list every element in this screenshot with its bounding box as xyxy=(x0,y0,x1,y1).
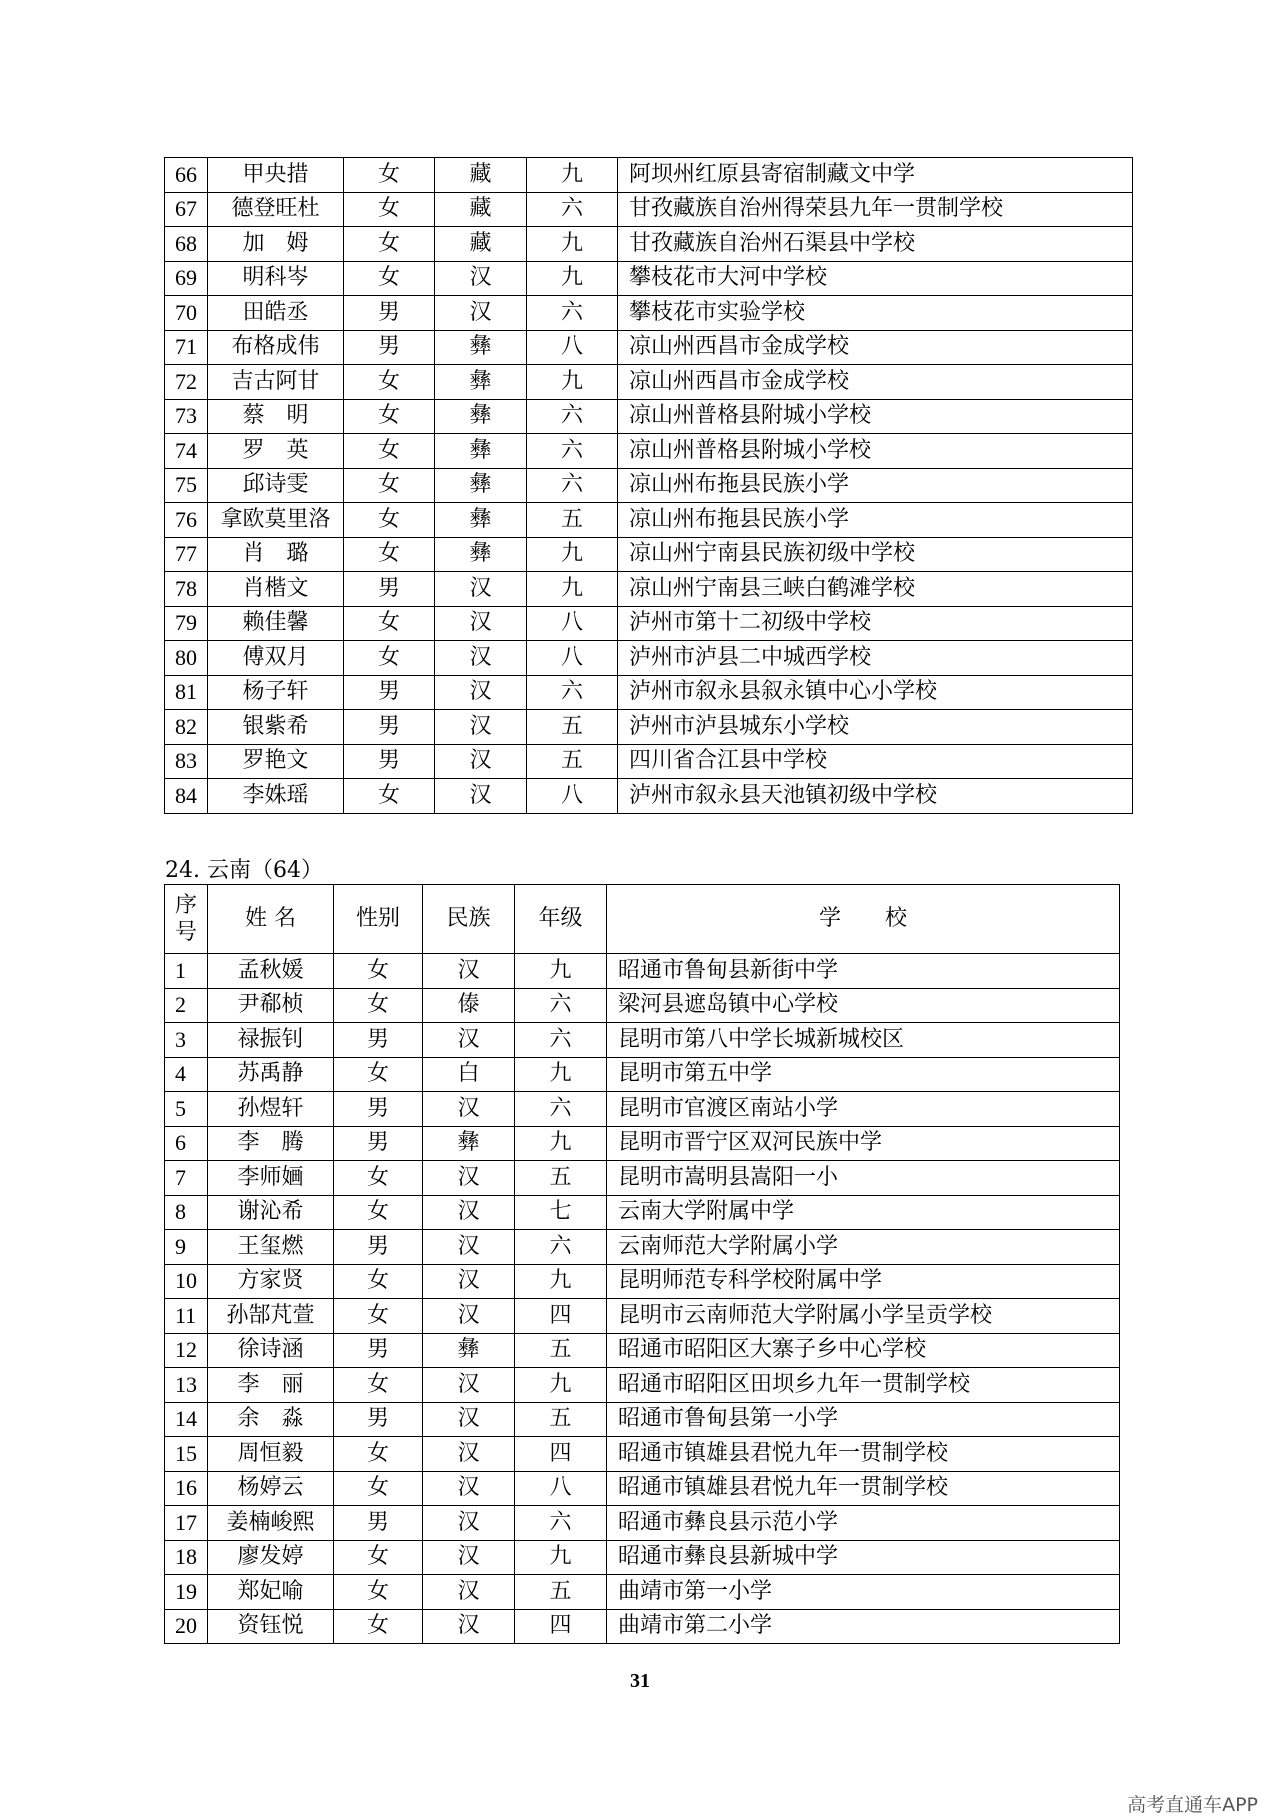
cell-grade: 六 xyxy=(515,1230,607,1265)
cell-ethnicity: 汉 xyxy=(435,779,527,814)
table-row xyxy=(165,434,1133,469)
cell-name: 方家贤 xyxy=(208,1264,334,1299)
cell-school: 凉山州布拖县民族小学 xyxy=(618,503,1133,538)
cell-gender: 男 xyxy=(344,330,435,365)
cell-name: 孙煜轩 xyxy=(208,1092,334,1127)
cell-name: 余 淼 xyxy=(208,1402,334,1437)
cell-seq: 78 xyxy=(165,572,208,607)
cell-name: 赖佳馨 xyxy=(208,606,344,641)
cell-school: 昆明市第五中学 xyxy=(607,1057,1120,1092)
cell-gender: 男 xyxy=(344,675,435,710)
cell-gender: 女 xyxy=(344,434,435,469)
cell-name: 拿欧莫里洛 xyxy=(208,503,344,538)
cell-seq: 15 xyxy=(165,1437,208,1472)
cell-name: 邱诗雯 xyxy=(208,468,344,503)
cell-name: 李 腾 xyxy=(208,1126,334,1161)
cell-school: 阿坝州红原县寄宿制藏文中学 xyxy=(618,158,1133,193)
page-number: 31 xyxy=(630,1670,650,1692)
cell-school: 凉山州宁南县民族初级中学校 xyxy=(618,537,1133,572)
cell-ethnicity: 汉 xyxy=(423,1506,515,1541)
student-table-yunnan xyxy=(164,884,1120,1644)
cell-name: 徐诗涵 xyxy=(208,1333,334,1368)
cell-ethnicity: 傣 xyxy=(423,988,515,1023)
cell-gender: 女 xyxy=(344,227,435,262)
cell-school: 昆明市第八中学长城新城校区 xyxy=(607,1023,1120,1058)
cell-name: 廖发婷 xyxy=(208,1540,334,1575)
cell-gender: 女 xyxy=(344,606,435,641)
cell-gender: 女 xyxy=(334,1437,423,1472)
cell-grade: 六 xyxy=(527,468,618,503)
cell-name: 傅双月 xyxy=(208,641,344,676)
cell-gender: 男 xyxy=(334,1092,423,1127)
cell-seq: 17 xyxy=(165,1506,208,1541)
cell-seq: 76 xyxy=(165,503,208,538)
cell-school: 凉山州西昌市金成学校 xyxy=(618,365,1133,400)
cell-name: 李 丽 xyxy=(208,1368,334,1403)
table-row xyxy=(165,227,1133,262)
table-row xyxy=(165,468,1133,503)
table-row xyxy=(165,1161,1120,1196)
cell-grade: 六 xyxy=(515,1092,607,1127)
cell-seq: 66 xyxy=(165,158,208,193)
cell-seq: 79 xyxy=(165,606,208,641)
table-row xyxy=(165,1609,1120,1644)
table-row xyxy=(165,710,1133,745)
cell-school: 云南师范大学附属小学 xyxy=(607,1230,1120,1265)
cell-ethnicity: 汉 xyxy=(423,1402,515,1437)
cell-gender: 女 xyxy=(344,537,435,572)
cell-school: 昆明市嵩明县嵩阳一小 xyxy=(607,1161,1120,1196)
cell-ethnicity: 汉 xyxy=(423,1368,515,1403)
cell-ethnicity: 汉 xyxy=(423,1609,515,1644)
cell-gender: 女 xyxy=(344,192,435,227)
cell-grade: 九 xyxy=(515,1540,607,1575)
cell-seq: 20 xyxy=(165,1609,208,1644)
cell-gender: 女 xyxy=(344,365,435,400)
cell-ethnicity: 汉 xyxy=(423,1195,515,1230)
table-row xyxy=(165,606,1133,641)
table-row xyxy=(165,641,1133,676)
cell-gender: 女 xyxy=(334,1161,423,1196)
cell-ethnicity: 彝 xyxy=(435,330,527,365)
cell-ethnicity: 汉 xyxy=(435,744,527,779)
cell-grade: 五 xyxy=(515,1161,607,1196)
table-row xyxy=(165,365,1133,400)
cell-name: 杨子轩 xyxy=(208,675,344,710)
table-row xyxy=(165,261,1133,296)
cell-school: 云南大学附属中学 xyxy=(607,1195,1120,1230)
cell-grade: 九 xyxy=(527,572,618,607)
cell-school: 昆明师范专科学校附属中学 xyxy=(607,1264,1120,1299)
cell-seq: 70 xyxy=(165,296,208,331)
table-row xyxy=(165,572,1133,607)
table-row xyxy=(165,1333,1120,1368)
cell-school: 梁河县遮岛镇中心学校 xyxy=(607,988,1120,1023)
cell-grade: 五 xyxy=(527,503,618,538)
cell-ethnicity: 汉 xyxy=(423,1471,515,1506)
cell-grade: 九 xyxy=(515,1368,607,1403)
cell-school: 昭通市鲁甸县新街中学 xyxy=(607,954,1120,989)
watermark: 高考直通车APP xyxy=(1127,1794,1258,1816)
cell-school: 昆明市云南师范大学附属小学呈贡学校 xyxy=(607,1299,1120,1334)
cell-name: 谢沁希 xyxy=(208,1195,334,1230)
cell-grade: 九 xyxy=(527,537,618,572)
table-row xyxy=(165,1195,1120,1230)
cell-school: 甘孜藏族自治州得荣县九年一贯制学校 xyxy=(618,192,1133,227)
cell-seq: 80 xyxy=(165,641,208,676)
cell-seq: 68 xyxy=(165,227,208,262)
cell-grade: 九 xyxy=(515,1264,607,1299)
header-seq xyxy=(165,885,208,954)
cell-name: 吉古阿甘 xyxy=(208,365,344,400)
cell-grade: 八 xyxy=(515,1471,607,1506)
cell-ethnicity: 彝 xyxy=(435,399,527,434)
cell-seq: 11 xyxy=(165,1299,208,1334)
cell-gender: 男 xyxy=(334,1023,423,1058)
table-row xyxy=(165,1368,1120,1403)
cell-gender: 女 xyxy=(334,1609,423,1644)
cell-seq: 2 xyxy=(165,988,208,1023)
cell-grade: 六 xyxy=(515,1023,607,1058)
header-ethnicity: 民族 xyxy=(423,885,515,954)
table-row xyxy=(165,399,1133,434)
cell-name: 李师婳 xyxy=(208,1161,334,1196)
cell-gender: 女 xyxy=(344,503,435,538)
cell-school: 泸州市第十二初级中学校 xyxy=(618,606,1133,641)
cell-ethnicity: 彝 xyxy=(435,537,527,572)
cell-name: 银紫希 xyxy=(208,710,344,745)
cell-seq: 3 xyxy=(165,1023,208,1058)
cell-gender: 女 xyxy=(334,1057,423,1092)
cell-grade: 四 xyxy=(515,1609,607,1644)
cell-seq: 1 xyxy=(165,954,208,989)
cell-grade: 九 xyxy=(527,158,618,193)
table-row xyxy=(165,1057,1120,1092)
cell-ethnicity: 汉 xyxy=(423,1230,515,1265)
header-school: 学 校 xyxy=(607,885,1120,954)
table-row xyxy=(165,1126,1120,1161)
cell-name: 苏禹静 xyxy=(208,1057,334,1092)
cell-gender: 男 xyxy=(344,296,435,331)
cell-name: 杨婷云 xyxy=(208,1471,334,1506)
cell-gender: 男 xyxy=(344,572,435,607)
cell-school: 泸州市泸县城东小学校 xyxy=(618,710,1133,745)
cell-grade: 九 xyxy=(527,365,618,400)
cell-grade: 六 xyxy=(515,988,607,1023)
table-row xyxy=(165,1437,1120,1472)
cell-seq: 13 xyxy=(165,1368,208,1403)
cell-seq: 18 xyxy=(165,1540,208,1575)
cell-gender: 女 xyxy=(344,158,435,193)
cell-seq: 5 xyxy=(165,1092,208,1127)
table-row xyxy=(165,1299,1120,1334)
cell-school: 昭通市镇雄县君悦九年一贯制学校 xyxy=(607,1471,1120,1506)
cell-name: 尹郗桢 xyxy=(208,988,334,1023)
cell-school: 泸州市叙永县叙永镇中心小学校 xyxy=(618,675,1133,710)
cell-grade: 六 xyxy=(527,399,618,434)
cell-grade: 六 xyxy=(515,1506,607,1541)
cell-name: 姜楠峻熙 xyxy=(208,1506,334,1541)
cell-seq: 12 xyxy=(165,1333,208,1368)
cell-gender: 女 xyxy=(334,1264,423,1299)
header-seq-label: 序号 xyxy=(175,892,198,945)
cell-ethnicity: 藏 xyxy=(435,192,527,227)
cell-name: 郑妃喻 xyxy=(208,1575,334,1610)
cell-ethnicity: 汉 xyxy=(423,954,515,989)
cell-gender: 男 xyxy=(344,710,435,745)
cell-name: 田皓丞 xyxy=(208,296,344,331)
table-row xyxy=(165,1023,1120,1058)
cell-ethnicity: 藏 xyxy=(435,227,527,262)
table-row xyxy=(165,1402,1120,1437)
table-row xyxy=(165,1092,1120,1127)
cell-school: 凉山州布拖县民族小学 xyxy=(618,468,1133,503)
cell-grade: 六 xyxy=(527,192,618,227)
cell-gender: 女 xyxy=(344,399,435,434)
cell-grade: 五 xyxy=(527,744,618,779)
cell-school: 凉山州宁南县三峡白鹤滩学校 xyxy=(618,572,1133,607)
cell-school: 凉山州普格县附城小学校 xyxy=(618,434,1133,469)
cell-ethnicity: 汉 xyxy=(435,261,527,296)
table-row xyxy=(165,954,1120,989)
cell-grade: 六 xyxy=(527,675,618,710)
cell-gender: 女 xyxy=(344,261,435,296)
section-title-yunnan: 24. 云南（64） xyxy=(165,858,323,883)
cell-gender: 男 xyxy=(334,1402,423,1437)
cell-school: 凉山州西昌市金成学校 xyxy=(618,330,1133,365)
cell-grade: 九 xyxy=(527,261,618,296)
cell-grade: 九 xyxy=(515,954,607,989)
cell-ethnicity: 彝 xyxy=(435,434,527,469)
cell-seq: 71 xyxy=(165,330,208,365)
cell-school: 攀枝花市大河中学校 xyxy=(618,261,1133,296)
table-row xyxy=(165,1575,1120,1610)
student-table-sichuan xyxy=(164,157,1133,814)
cell-name: 孙郜芃萱 xyxy=(208,1299,334,1334)
cell-school: 昭通市彝良县新城中学 xyxy=(607,1540,1120,1575)
table-row xyxy=(165,988,1120,1023)
cell-seq: 67 xyxy=(165,192,208,227)
cell-seq: 75 xyxy=(165,468,208,503)
cell-ethnicity: 彝 xyxy=(435,503,527,538)
cell-seq: 83 xyxy=(165,744,208,779)
header-grade: 年级 xyxy=(515,885,607,954)
cell-ethnicity: 汉 xyxy=(435,572,527,607)
table-row xyxy=(165,330,1133,365)
cell-name: 肖 璐 xyxy=(208,537,344,572)
cell-ethnicity: 白 xyxy=(423,1057,515,1092)
cell-seq: 81 xyxy=(165,675,208,710)
cell-name: 明科岑 xyxy=(208,261,344,296)
table-row xyxy=(165,537,1133,572)
cell-ethnicity: 彝 xyxy=(435,365,527,400)
cell-name: 德登旺杜 xyxy=(208,192,344,227)
cell-gender: 女 xyxy=(334,1540,423,1575)
cell-gender: 男 xyxy=(344,744,435,779)
cell-ethnicity: 汉 xyxy=(423,1092,515,1127)
cell-ethnicity: 汉 xyxy=(423,1299,515,1334)
cell-ethnicity: 藏 xyxy=(435,158,527,193)
cell-gender: 女 xyxy=(334,988,423,1023)
cell-gender: 女 xyxy=(334,1368,423,1403)
cell-grade: 四 xyxy=(515,1437,607,1472)
table-row xyxy=(165,192,1133,227)
cell-grade: 四 xyxy=(515,1299,607,1334)
cell-seq: 8 xyxy=(165,1195,208,1230)
header-gender: 性别 xyxy=(334,885,423,954)
cell-gender: 女 xyxy=(334,1195,423,1230)
cell-ethnicity: 彝 xyxy=(423,1333,515,1368)
table-row xyxy=(165,1506,1120,1541)
cell-gender: 女 xyxy=(334,1575,423,1610)
cell-gender: 男 xyxy=(334,1230,423,1265)
cell-gender: 男 xyxy=(334,1126,423,1161)
table-row xyxy=(165,779,1133,814)
cell-name: 肖楷文 xyxy=(208,572,344,607)
cell-ethnicity: 汉 xyxy=(423,1575,515,1610)
cell-school: 凉山州普格县附城小学校 xyxy=(618,399,1133,434)
cell-seq: 14 xyxy=(165,1402,208,1437)
cell-gender: 女 xyxy=(334,1299,423,1334)
cell-grade: 七 xyxy=(515,1195,607,1230)
cell-school: 昭通市昭阳区大寨子乡中心学校 xyxy=(607,1333,1120,1368)
cell-name: 资钰悦 xyxy=(208,1609,334,1644)
cell-school: 昭通市鲁甸县第一小学 xyxy=(607,1402,1120,1437)
cell-name: 罗艳文 xyxy=(208,744,344,779)
cell-name: 布格成伟 xyxy=(208,330,344,365)
table-row xyxy=(165,1471,1120,1506)
table-row xyxy=(165,158,1133,193)
cell-seq: 10 xyxy=(165,1264,208,1299)
cell-school: 曲靖市第一小学 xyxy=(607,1575,1120,1610)
cell-grade: 八 xyxy=(527,779,618,814)
cell-grade: 九 xyxy=(515,1126,607,1161)
header-name: 姓 名 xyxy=(208,885,334,954)
cell-school: 曲靖市第二小学 xyxy=(607,1609,1120,1644)
cell-ethnicity: 汉 xyxy=(423,1437,515,1472)
cell-grade: 六 xyxy=(527,296,618,331)
cell-name: 李姝瑶 xyxy=(208,779,344,814)
cell-ethnicity: 汉 xyxy=(435,641,527,676)
cell-name: 禄振钊 xyxy=(208,1023,334,1058)
cell-name: 周恒毅 xyxy=(208,1437,334,1472)
cell-ethnicity: 汉 xyxy=(435,710,527,745)
cell-school: 昆明市官渡区南站小学 xyxy=(607,1092,1120,1127)
cell-school: 昭通市昭阳区田坝乡九年一贯制学校 xyxy=(607,1368,1120,1403)
table-header-row xyxy=(165,885,1120,954)
cell-grade: 五 xyxy=(515,1402,607,1437)
cell-school: 泸州市叙永县天池镇初级中学校 xyxy=(618,779,1133,814)
cell-ethnicity: 彝 xyxy=(435,468,527,503)
cell-grade: 五 xyxy=(527,710,618,745)
cell-school: 四川省合江县中学校 xyxy=(618,744,1133,779)
cell-name: 罗 英 xyxy=(208,434,344,469)
cell-gender: 男 xyxy=(334,1333,423,1368)
cell-seq: 9 xyxy=(165,1230,208,1265)
cell-seq: 7 xyxy=(165,1161,208,1196)
cell-school: 昭通市镇雄县君悦九年一贯制学校 xyxy=(607,1437,1120,1472)
cell-grade: 九 xyxy=(527,227,618,262)
cell-grade: 八 xyxy=(527,606,618,641)
cell-gender: 男 xyxy=(334,1506,423,1541)
cell-seq: 69 xyxy=(165,261,208,296)
cell-grade: 五 xyxy=(515,1333,607,1368)
cell-school: 泸州市泸县二中城西学校 xyxy=(618,641,1133,676)
cell-seq: 74 xyxy=(165,434,208,469)
cell-name: 加 姆 xyxy=(208,227,344,262)
cell-ethnicity: 汉 xyxy=(435,606,527,641)
cell-seq: 16 xyxy=(165,1471,208,1506)
cell-ethnicity: 汉 xyxy=(435,675,527,710)
cell-ethnicity: 汉 xyxy=(423,1264,515,1299)
table-row xyxy=(165,1540,1120,1575)
table-row xyxy=(165,675,1133,710)
cell-school: 昭通市彝良县示范小学 xyxy=(607,1506,1120,1541)
table-row xyxy=(165,503,1133,538)
cell-seq: 73 xyxy=(165,399,208,434)
cell-seq: 77 xyxy=(165,537,208,572)
cell-seq: 84 xyxy=(165,779,208,814)
cell-ethnicity: 汉 xyxy=(423,1540,515,1575)
cell-ethnicity: 汉 xyxy=(423,1023,515,1058)
cell-grade: 六 xyxy=(527,434,618,469)
cell-gender: 女 xyxy=(344,468,435,503)
cell-seq: 72 xyxy=(165,365,208,400)
table-row xyxy=(165,1264,1120,1299)
cell-school: 甘孜藏族自治州石渠县中学校 xyxy=(618,227,1133,262)
cell-grade: 五 xyxy=(515,1575,607,1610)
cell-gender: 女 xyxy=(334,954,423,989)
cell-ethnicity: 彝 xyxy=(423,1126,515,1161)
cell-name: 孟秋媛 xyxy=(208,954,334,989)
cell-grade: 九 xyxy=(515,1057,607,1092)
table-row xyxy=(165,1230,1120,1265)
cell-seq: 4 xyxy=(165,1057,208,1092)
table-row xyxy=(165,296,1133,331)
cell-name: 蔡 明 xyxy=(208,399,344,434)
cell-name: 王玺燃 xyxy=(208,1230,334,1265)
cell-name: 甲央措 xyxy=(208,158,344,193)
cell-gender: 女 xyxy=(344,779,435,814)
cell-seq: 6 xyxy=(165,1126,208,1161)
cell-grade: 八 xyxy=(527,641,618,676)
cell-gender: 女 xyxy=(344,641,435,676)
cell-school: 攀枝花市实验学校 xyxy=(618,296,1133,331)
cell-ethnicity: 汉 xyxy=(423,1161,515,1196)
cell-seq: 19 xyxy=(165,1575,208,1610)
cell-school: 昆明市晋宁区双河民族中学 xyxy=(607,1126,1120,1161)
cell-grade: 八 xyxy=(527,330,618,365)
table-row xyxy=(165,744,1133,779)
cell-ethnicity: 汉 xyxy=(435,296,527,331)
cell-seq: 82 xyxy=(165,710,208,745)
cell-gender: 女 xyxy=(334,1471,423,1506)
